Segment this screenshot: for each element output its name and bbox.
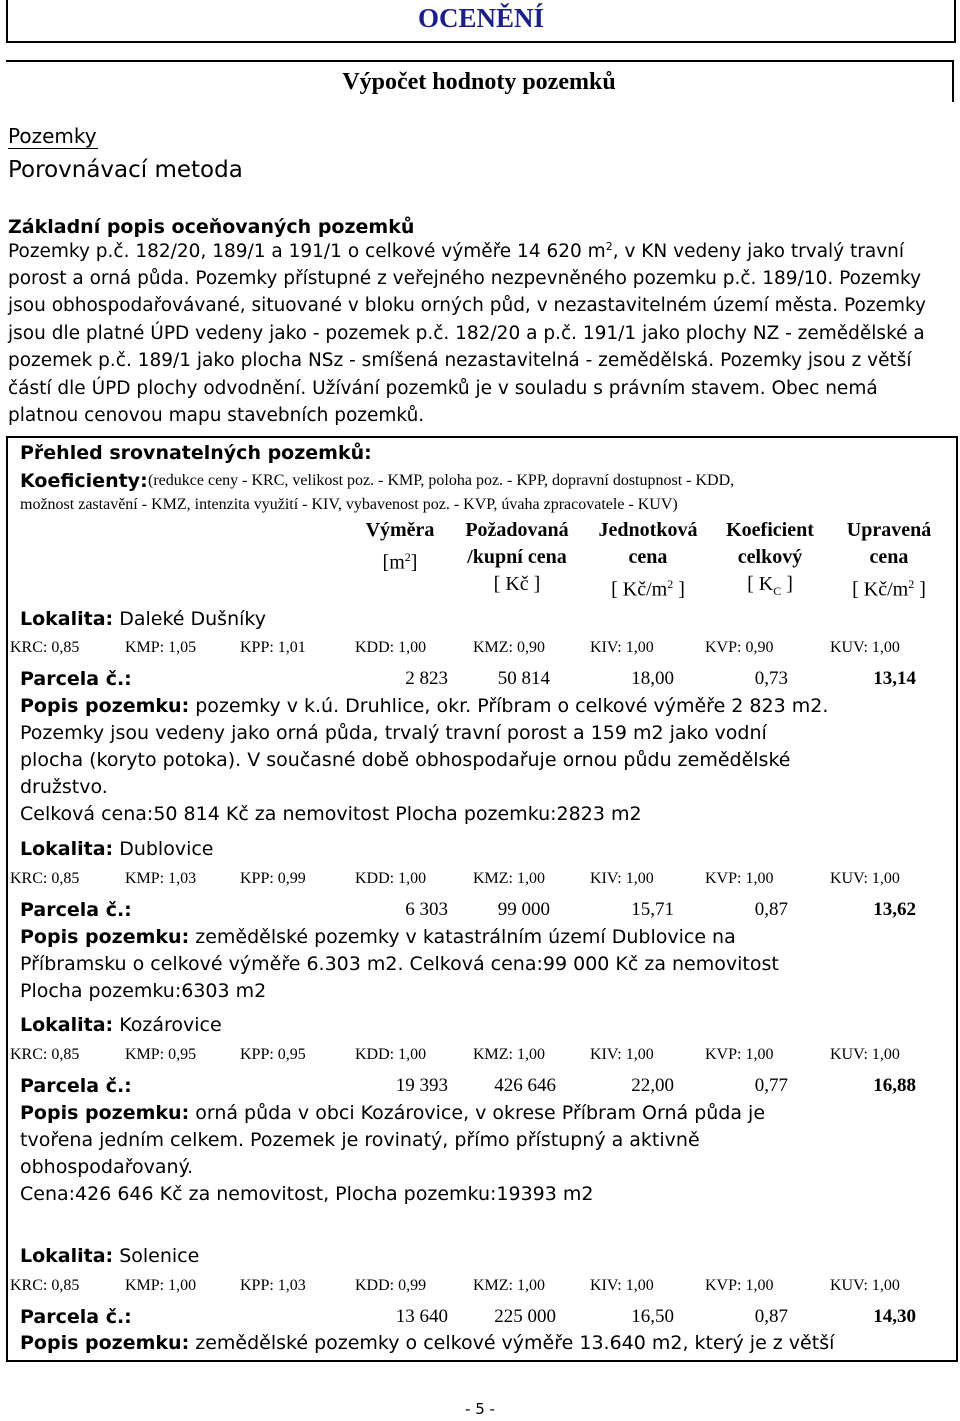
adjusted-value: 14,30 [873, 1306, 916, 1327]
popis-line: Příbramsku o celkové výměře 6.303 m2. Celková cena:99 000 Kč za nemovitost [20, 953, 779, 975]
page-subtitle: Výpočet hodnoty pozemků [342, 69, 616, 95]
coef-krc: KRC: 0,85 [10, 639, 80, 656]
coef-kmz: KMZ: 1,00 [473, 1046, 545, 1063]
price-value: 426 646 [494, 1075, 556, 1096]
coef-kdd: KDD: 1,00 [355, 1046, 427, 1063]
title-box [6, 0, 956, 43]
coef-kdd: KDD: 0,99 [355, 1277, 427, 1294]
coef-kuv: KUV: 1,00 [830, 1277, 900, 1294]
popis-line: plocha (koryto potoka). V současné době obhospodařuje ornou půdu zemědělské [20, 749, 791, 771]
coef-kpp: KPP: 0,95 [240, 1046, 306, 1063]
popis-line: Plocha pozemku:6303 m2 [20, 980, 267, 1002]
coef-value: 0,73 [754, 668, 788, 689]
description-heading: Základní popis oceňovaných pozemků [8, 216, 415, 238]
coef-kmp: KMP: 1,00 [125, 1277, 197, 1294]
popis-line: Cena:426 646 Kč za nemovitost, Plocha pozemku:19393 m2 [20, 1183, 594, 1205]
coef-label: Koeficienty: [20, 470, 148, 492]
unit-price-value: 16,50 [631, 1306, 674, 1327]
lokalita-row: Lokalita: Kozárovice [20, 1014, 222, 1036]
coef-kpp: KPP: 1,03 [240, 1277, 306, 1294]
description-line-1: Pozemky p.č. 182/20, 189/1 a 191/1 o celkové výměře 14 620 $m^2$, v KN vedeny jako trvalý travní [8, 240, 905, 263]
coef-text-1: (redukce ceny - KRC, velikost poz. - KMP, poloha poz. - KPP, dopravní dostupnost - KDD, [148, 472, 735, 489]
col-adjusted-header: Upravená cena [ $Kč/m^2$ ] [846, 519, 932, 601]
section-label: Pozemky [8, 124, 97, 148]
coef-value: 0,87 [754, 1306, 788, 1327]
coef-kiv: KIV: 1,00 [590, 870, 654, 887]
popis-line: Celková cena:50 814 Kč za nemovitost Plocha pozemku:2823 m2 [20, 803, 642, 825]
popis-line: Popis pozemku: pozemky v k.ú. Druhlice, okr. Příbram o celkové výměře 2 823 m2. [20, 695, 829, 717]
price-value: 50 814 [497, 668, 550, 689]
page-title: OCENĚNÍ [417, 3, 545, 33]
method-label: Porovnávací metoda [8, 157, 243, 183]
description-line-2: porost a orná půda. Pozemky přístupné z veřejného nezpevněného pozemku p.č. 189/10. Pozemky [8, 268, 922, 289]
coef-kpp: KPP: 1,01 [240, 639, 306, 656]
col-price-header: Požadovaná /kupní cena [ Kč ] [465, 519, 569, 595]
popis-line: Popis pozemku: orná půda v obci Kozárovice, v okrese Příbram Orná půda je [20, 1102, 766, 1124]
coef-kdd: KDD: 1,00 [355, 639, 427, 656]
coef-value: 0,77 [754, 1075, 788, 1096]
col-area-header: Výměra $[m^2]$ [365, 519, 435, 574]
col-unit-price-header: Jednotková cena [ $Kč/m^2$ ] [598, 519, 698, 601]
popis-line: Popis pozemku: zemědělské pozemky o celkové výměře 13.640 m2, který je z větší [20, 1332, 835, 1354]
coef-kvp: KVP: 0,90 [705, 639, 774, 656]
adjusted-value: 13,14 [873, 668, 916, 689]
adjusted-value: 13,62 [873, 899, 916, 920]
coef-kuv: KUV: 1,00 [830, 639, 900, 656]
description-line-3: jsou obhospodařovávané, situované v bloku orných půd, v nezastavitelném území města. Pozemky [8, 295, 926, 316]
description-line-7: platnou cenovou mapu stavebních pozemků. [8, 405, 425, 426]
description-line-6: částí dle ÚPD plochy odvodnění. Užívání pozemků je v souladu s právním stavem. Obec nemá [8, 378, 878, 399]
coef-kpp: KPP: 0,99 [240, 870, 306, 887]
price-value: 99 000 [497, 899, 550, 920]
unit-price-value: 22,00 [631, 1075, 674, 1096]
coef-value: 0,87 [754, 899, 788, 920]
description-line-5: pozemek p.č. 189/1 jako plocha NSz - smíšená nezastavitelná - zemědělská. Pozemky jsou z větší [8, 350, 912, 371]
coef-krc: KRC: 0,85 [10, 1046, 80, 1063]
description-line-4: jsou dle platné ÚPD vedeny jako - pozemek p.č. 182/20 a p.č. 191/1 jako plochy NZ - zemědělské a [8, 323, 925, 344]
coef-kmz: KMZ: 1,00 [473, 870, 545, 887]
col-coef-header: Koeficient celkový [ $K_C$ ] [726, 519, 814, 598]
area-value: 13 640 [395, 1306, 448, 1327]
coef-kuv: KUV: 1,00 [830, 1046, 900, 1063]
coef-kiv: KIV: 1,00 [590, 639, 654, 656]
coef-kiv: KIV: 1,00 [590, 1046, 654, 1063]
coef-kvp: KVP: 1,00 [705, 1277, 774, 1294]
parcela-label: Parcela č.: [20, 1306, 132, 1328]
lokalita-row: Lokalita: Daleké Dušníky [20, 608, 266, 630]
coef-kvp: KVP: 1,00 [705, 1046, 774, 1063]
parcela-label: Parcela č.: [20, 1075, 132, 1097]
comparison-heading: Přehled srovnatelných pozemků: [20, 442, 372, 464]
parcela-label: Parcela č.: [20, 668, 132, 690]
page-number: - 5 - [465, 1400, 495, 1418]
popis-line: Pozemky jsou vedeny jako orná půda, trvalý travní porost a 159 m2 jako vodní [20, 722, 767, 744]
coef-kmp: KMP: 0,95 [125, 1046, 197, 1063]
popis-line: družstvo. [20, 776, 108, 798]
lokalita-row: Lokalita: Solenice [20, 1245, 200, 1267]
coef-krc: KRC: 0,85 [10, 870, 80, 887]
area-value: 6 303 [405, 899, 448, 920]
coef-kmp: KMP: 1,03 [125, 870, 197, 887]
coef-text-2: možnost zastavění - KMZ, intenzita využití - KIV, vybavenost poz. - KVP, úvaha zpracovatele - KUV) [20, 496, 678, 513]
coef-kmp: KMP: 1,05 [125, 639, 197, 656]
popis-line: Popis pozemku: zemědělské pozemky v katastrálním území Dublovice na [20, 926, 736, 948]
coef-kiv: KIV: 1,00 [590, 1277, 654, 1294]
unit-price-value: 15,71 [631, 899, 674, 920]
area-value: 19 393 [395, 1075, 448, 1096]
coef-krc: KRC: 0,85 [10, 1277, 80, 1294]
adjusted-value: 16,88 [873, 1075, 916, 1096]
coef-kvp: KVP: 1,00 [705, 870, 774, 887]
parcela-label: Parcela č.: [20, 899, 132, 921]
coef-kuv: KUV: 1,00 [830, 870, 900, 887]
price-value: 225 000 [494, 1306, 556, 1327]
subtitle-box [6, 60, 954, 102]
coef-kdd: KDD: 1,00 [355, 870, 427, 887]
section-label-underline [8, 148, 98, 149]
unit-price-value: 18,00 [631, 668, 674, 689]
coef-kmz: KMZ: 0,90 [473, 639, 545, 656]
lokalita-row: Lokalita: Dublovice [20, 838, 214, 860]
area-value: 2 823 [405, 668, 448, 689]
popis-line: tvořena jedním celkem. Pozemek je rovinatý, přímo přístupný a aktivně [20, 1129, 700, 1151]
coef-kmz: KMZ: 1,00 [473, 1277, 545, 1294]
popis-line: obhospodařovaný. [20, 1156, 194, 1178]
